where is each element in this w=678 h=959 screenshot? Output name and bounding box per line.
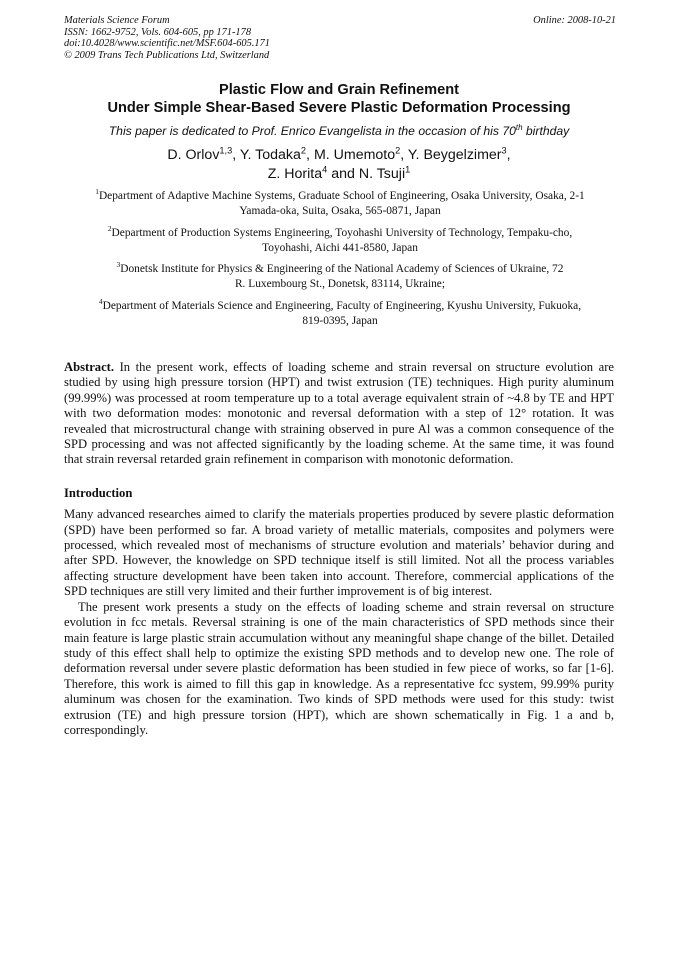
author-name: Z. Horita xyxy=(267,166,323,182)
author-name: N. Tsuji xyxy=(358,166,406,182)
author-affiliation-mark: 2 xyxy=(395,145,401,156)
doi-line: doi:10.4028/www.scientific.net/MSF.604-605.171 xyxy=(64,38,270,50)
abstract-text: In the present work, effects of loading scheme and strain reversal on structure evolution are studied by using high pressure torsion (HPT) and twist extrusion (TE) techniques. High purity aluminum (99.99%) was processed at room temperature up to a total average equivalent strain of ~4.8 by TE and HPT with two deformation modes: monotonic and reversal deformation with a step of 12° rotation. It was revealed that microstructural change with straining observed in pure Al was a common consequence of the SPD processing and was not affected significantly by the loading scheme. At the same time, it was found that strain reversal retarded grain refinement in comparison with monotonic deformation. xyxy=(64,360,614,467)
author-name: D. Orlov xyxy=(167,147,220,163)
dedication-text-end: birthday xyxy=(522,124,570,138)
dedication-text: This paper is dedicated to Prof. Enrico Evangelista in the occasion of his 70 xyxy=(108,124,516,138)
copyright-line: © 2009 Trans Tech Publications Ltd, Switzerland xyxy=(64,49,270,61)
section-heading-introduction: Introduction xyxy=(64,485,133,500)
affiliation-4: $^4$Department of Materials Science and Engineering, Faculty of Engineering, Kyushu University, Fukuoka, 819-0395, Japan xyxy=(98,296,582,327)
author-affiliation-mark: 3 xyxy=(501,145,507,156)
author-affiliation-mark: 2 xyxy=(300,145,307,156)
paper-body xyxy=(64,360,614,738)
online-date: Online: 2008-10-21 xyxy=(533,15,616,26)
author-affiliation-mark: 4 xyxy=(322,164,328,175)
affiliations xyxy=(64,189,616,335)
abstract xyxy=(64,360,614,468)
affiliation-2: $^2$Department of Production Systems Engineering, Toyohashi University of Technology, Tempaku-cho, Toyohashi, Aichi 441-8580, Japan xyxy=(107,223,573,254)
title-line-1: Plastic Flow and Grain Refinement xyxy=(218,82,460,98)
author-name: Y. Beygelzimer xyxy=(407,147,502,163)
author-affiliation-mark: 1,3 xyxy=(219,145,233,156)
abstract-label: Abstract. xyxy=(64,360,115,374)
running-header xyxy=(64,15,616,61)
author-list xyxy=(40,146,638,184)
author-name: Y. Todaka xyxy=(239,147,301,163)
affiliation-3: $^3$Donetsk Institute for Physics & Engineering of the National Academy of Sciences of Ukraine, 72 R. Luxembourg St., Donetsk, 83114, Ukraine; xyxy=(116,260,564,291)
dedication-superscript: th xyxy=(515,122,523,132)
issn-line: ISSN: 1662-9752, Vols. 604-605, pp 171-178 xyxy=(64,26,252,38)
author-line-2: Z. Horita$^4$ and N. Tsuji$^1$ xyxy=(267,164,411,182)
affiliation-1: $^1$Department of Adaptive Machine Systems, Graduate School of Engineering, Osaka University, Osaka, 2-1 Yamada-oka, Suita, Osaka, 565-0871, Japan xyxy=(95,187,585,218)
author-line-1: D. Orlov$^{1,3}$, Y. Todaka$^2$, M. Umemoto$^2$, Y. Beygelzimer$^3$, xyxy=(167,145,511,163)
dedication xyxy=(40,124,638,138)
title-line-2: Under Simple Shear-Based Severe Plastic Deformation Processing xyxy=(107,99,571,116)
introduction-paragraph-1: Many advanced researches aimed to clarify the materials properties produced by severe plastic deformation (SPD) have been performed so far. A broad variety of metallic materials, composites and polymers were processed, which revealed most of mechanisms of structure evolution and materials’ behavior during and after SPD. However, the knowledge on SPD technique itself is still limited. Not all the process variables affecting structure development have been taken into account. Therefore, commercial applications of the SPD techniques are still very limited and their further improvement is of big interest. xyxy=(64,507,614,599)
journal-name: Materials Science Forum xyxy=(64,15,170,26)
author-name: M. Umemoto xyxy=(313,147,396,163)
paper-title xyxy=(40,82,638,117)
introduction-paragraph-2: The present work presents a study on the effects of loading scheme and strain reversal on structure evolution in fcc metals. Reversal straining is one of the main characteristics of SPD methods since their main feature is large plastic strain accumulation without any meaningful shape change of the billet. Detailed study of this effect shall help to optimize the existing SPD methods and to develop new one. The role of deformation reversal under severe plastic deformation has been studied in few piece of works, so far [1-6]. Therefore, this work is aimed to fill this gap in knowledge. As a representative fcc system, 99.99% purity aluminum was chosen for the examination. Two kinds of SPD methods were used for this study: twist extrusion (TE) and high pressure torsion (HPT), which are shown schematically in Fig. 1 a and b, correspondingly. xyxy=(64,599,614,737)
author-affiliation-mark: 1 xyxy=(405,164,411,175)
